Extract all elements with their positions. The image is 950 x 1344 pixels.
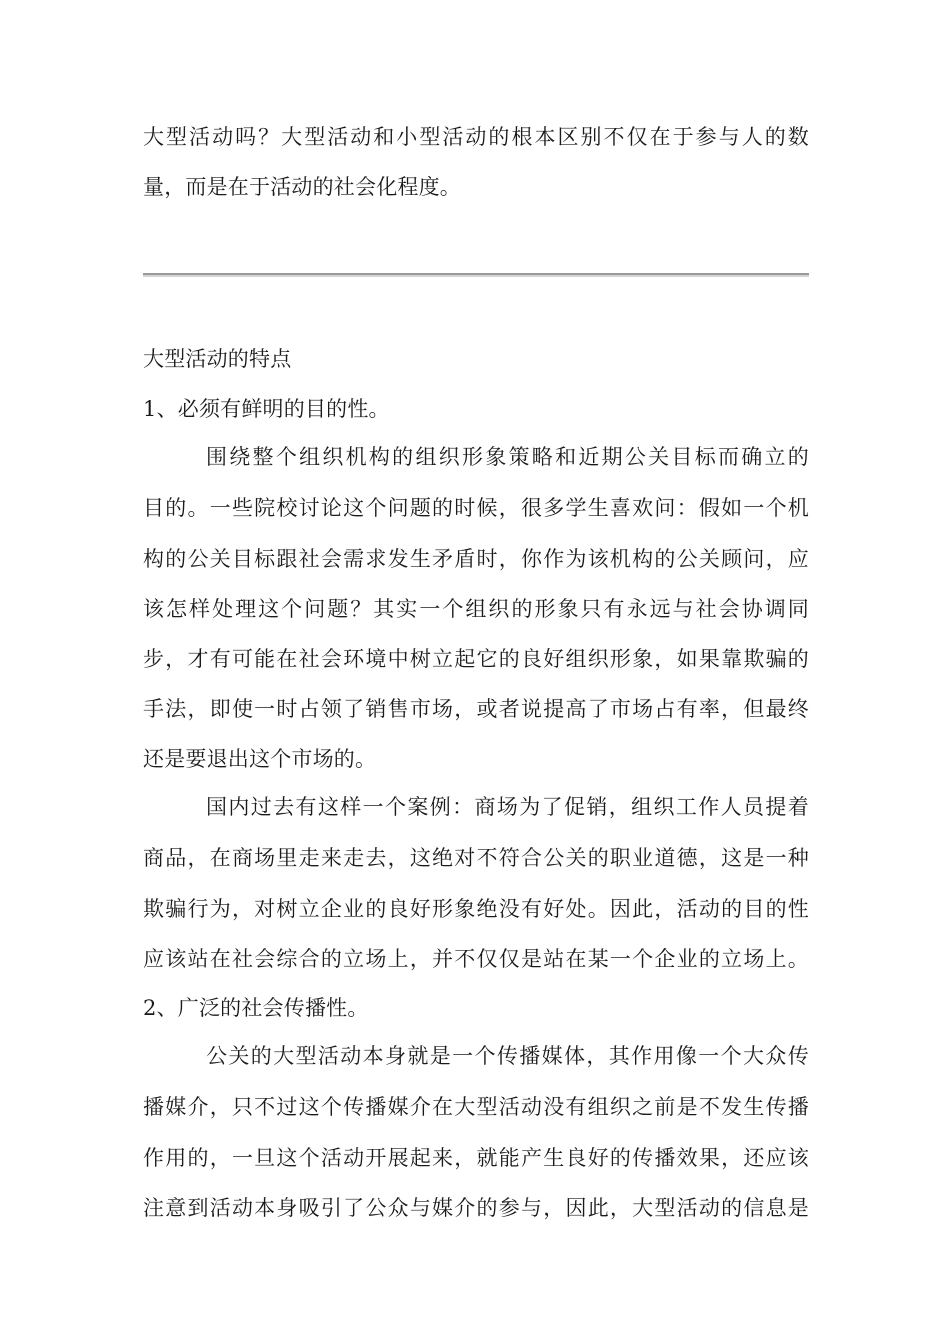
paragraph-3-line: 作用的，一旦这个活动开展起来，就能产生良好的传播效果，还应该 [143,1146,809,1170]
paragraph-1-line: 目的。一些院校讨论这个问题的时候，很多学生喜欢问：假如一个机 [143,496,809,520]
paragraph-2-line: 商品，在商场里走来走去，这绝对不符合公关的职业道德，这是一种 [143,846,809,870]
paragraph-3-line: 公关的大型活动本身就是一个传播媒体，其作用像一个大众传 [206,1044,809,1068]
paragraph-1-line: 步，才有可能在社会环境中树立起它的良好组织形象，如果靠欺骗的 [143,647,809,671]
paragraph-3-line: 播媒介，只不过这个传播媒介在大型活动没有组织之前是不发生传播 [143,1095,809,1119]
paragraph-1-line: 围绕整个组织机构的组织形象策略和近期公关目标而确立的 [206,445,809,469]
paragraph-2-line: 欺骗行为，对树立企业的良好形象绝没有好处。因此，活动的目的性 [143,897,809,921]
intro-line-2: 量，而是在于活动的社会化程度。 [143,175,461,199]
intro-line-1: 大型活动吗？大型活动和小型活动的根本区别不仅在于参与人的数 [143,125,809,149]
paragraph-1-line: 构的公关目标跟社会需求发生矛盾时，你作为该机构的公关顾问，应 [143,547,809,571]
point-2-heading: 2、广泛的社会传播性。 [143,996,369,1020]
section-title: 大型活动的特点 [143,347,292,371]
paragraph-3-line: 注意到活动本身吸引了公众与媒介的参与，因此，大型活动的信息是 [143,1196,809,1220]
paragraph-1-line: 手法，即使一时占领了销售市场，或者说提高了市场占有率，但最终 [143,697,809,721]
point-1-heading: 1、必须有鲜明的目的性。 [143,397,390,421]
paragraph-2-line: 应该站在社会综合的立场上，并不仅仅是站在某一个企业的立场上。 [143,947,809,971]
paragraph-1-line: 该怎样处理这个问题？其实一个组织的形象只有永远与社会协调同 [143,597,809,621]
paragraph-1-line: 还是要退出这个市场的。 [143,747,377,771]
paragraph-2-line: 国内过去有这样一个案例：商场为了促销，组织工作人员提着 [206,795,809,819]
horizontal-divider [143,273,809,277]
